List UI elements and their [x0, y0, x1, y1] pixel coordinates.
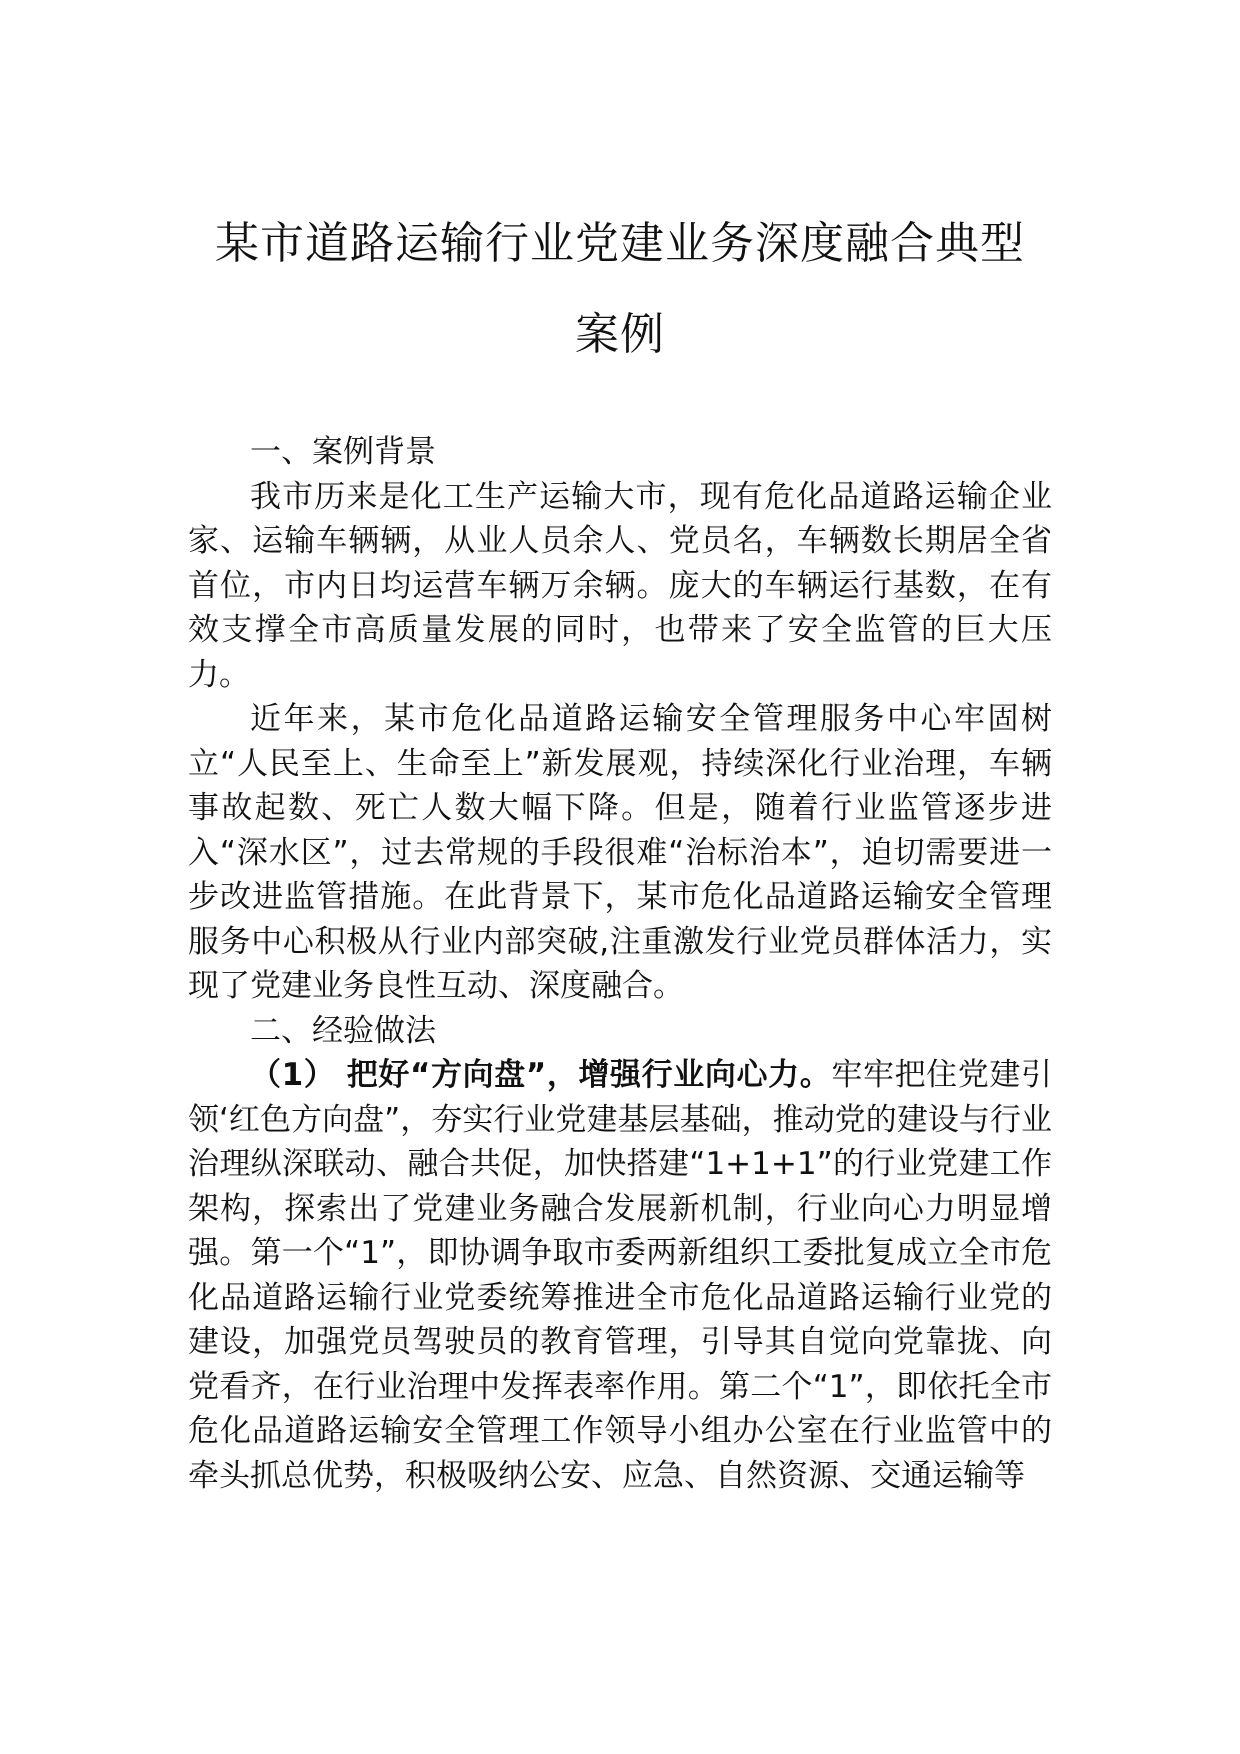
paragraph-lead-text: 牢牢把住党建引领‘红色方向盘”，夯实行业党建基层基础，推动党的建设与行业治理纵深联动、融合共促，加快搭建“1+1+1”的行业党建工作架构，探索出了党建业务融合发展新机制，行业向心力明显增强。第一个“1”，即协调争取市委两新组织工委批复成立全市危化品道路运输行业党委统筹推进全市危化品道路运输行业党的建设，加强党员驾驶员的教育管理，引导其自觉向党靠拢、向党看齐，在行业治理中发挥表率作用。第二个“1”，即依托全市危化品道路运输安全管理工作领导小组办公室在行业监管中的牵头抓总优势，积极吸纳公安、应急、自然资源、交通运输等 [188, 1057, 1053, 1494]
paragraph-practices-1 [188, 1053, 1052, 1498]
document-title-line-1: 某市道路运输行业党建业务深度融合典型 [215, 218, 1025, 269]
section-heading-background: 一、案例背景 [250, 434, 436, 470]
paragraph-background-1: 我市历来是化工生产运输大市，现有危化品道路运输企业家、运输车辆辆，从业人员余人、党员名，车辆数长期居全省首位，市内日均运营车辆万余辆。庞大的车辆运行基数，在有效支撑全市高质量发展的同时，也带来了安全监管的巨大压力。 [188, 478, 1052, 693]
section-heading-practices: 二、经验做法 [250, 1012, 436, 1049]
document-body [188, 430, 1052, 1498]
document-title-line-2: 案例 [575, 309, 665, 360]
paragraph-lead-bold: （1） 把好“方向盘”，增强行业向心力。 [250, 1057, 832, 1093]
paragraph-background-2: 近年来，某市危化品道路运输安全管理服务中心牢固树立“人民至上、生命至上”新发展观，持续深化行业治理，车辆事故起数、死亡人数大幅下降。但是，随着行业监管逐步进入“深水区”，过去常规的手段很难“治标治本”，迫切需要进一步改进监管措施。在此背景下，某市危化品道路运输安全管理服务中心积极从行业内部突破,注重激发行业党员群体活力，实现了党建业务良性互动、深度融合。 [188, 701, 1052, 1004]
